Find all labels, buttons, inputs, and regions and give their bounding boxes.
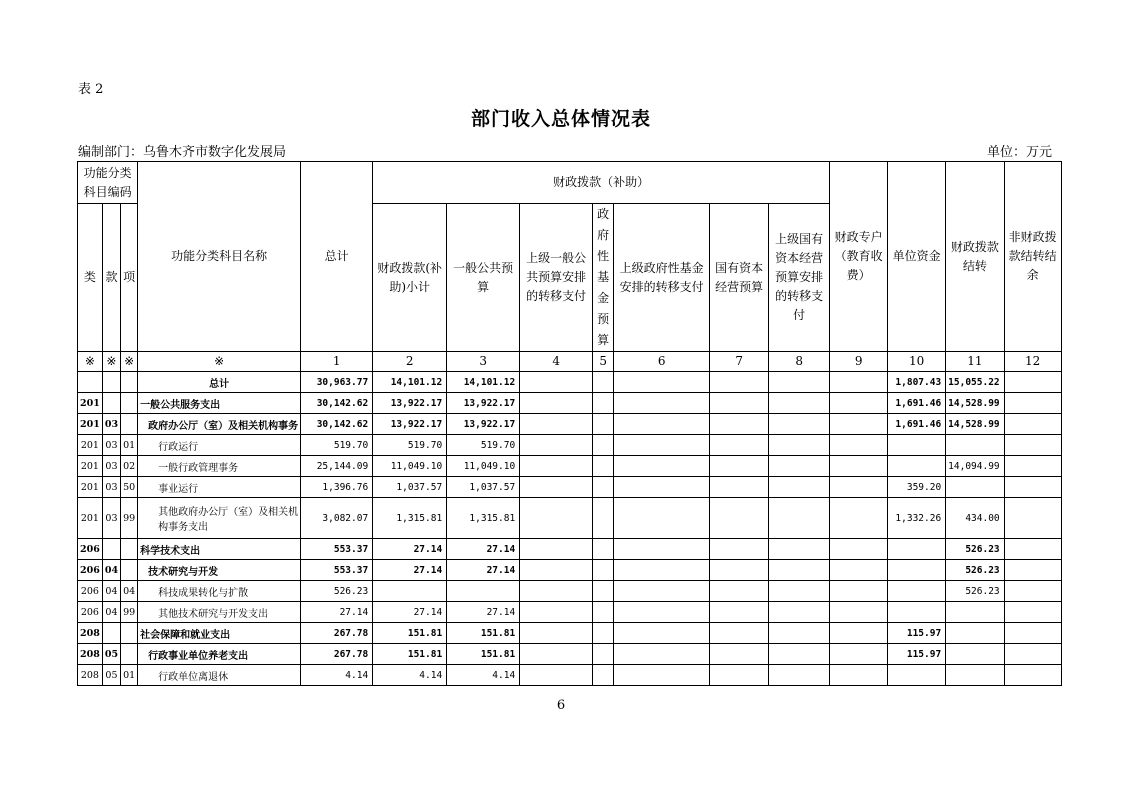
row-value-c11: [946, 665, 1004, 686]
row-value-c11: [946, 435, 1004, 456]
header-marks-row: [78, 352, 1062, 372]
row-name-cell: 总计: [138, 372, 301, 393]
row-value-c4: [520, 477, 593, 498]
row-value-c6: [614, 602, 710, 623]
table-row: [78, 435, 1062, 456]
row-code-xiang: 04: [121, 581, 138, 602]
row-value-c8: [769, 456, 830, 477]
row-value-total: 519.70: [301, 435, 373, 456]
row-value-total: 25,144.09: [301, 456, 373, 477]
row-value-c12: [1004, 477, 1061, 498]
row-value-c6: [614, 665, 710, 686]
table-row: [78, 539, 1062, 560]
row-code-xiang: 50: [121, 477, 138, 498]
mark-cell: 5: [593, 352, 614, 372]
row-value-subtotal: 13,922.17: [373, 414, 447, 435]
row-code-xiang: 99: [121, 602, 138, 623]
row-value-c8: [769, 498, 830, 539]
row-value-c10: [888, 602, 946, 623]
row-code-lei: 206: [78, 581, 103, 602]
row-code-xiang: 01: [121, 665, 138, 686]
row-value-general: 151.81: [447, 623, 520, 644]
row-value-c7: [710, 477, 769, 498]
table-row: [78, 477, 1062, 498]
table-row: [78, 623, 1062, 644]
row-value-c10: [888, 560, 946, 581]
row-value-c7: [710, 414, 769, 435]
row-code-lei: 206: [78, 560, 103, 581]
income-summary-table: [77, 161, 1062, 686]
row-value-c6: [614, 435, 710, 456]
table-row: [78, 602, 1062, 623]
row-value-c5: [593, 414, 614, 435]
row-value-c11: 526.23: [946, 560, 1004, 581]
row-name-cell: 行政单位离退休: [138, 665, 301, 686]
row-value-c12: [1004, 372, 1061, 393]
row-value-total: 4.14: [301, 665, 373, 686]
row-code-xiang: [121, 372, 138, 393]
row-value-subtotal: 151.81: [373, 644, 447, 665]
row-value-general: 13,922.17: [447, 393, 520, 414]
row-value-c9: [830, 644, 888, 665]
row-value-total: 553.37: [301, 560, 373, 581]
row-value-c10: [888, 665, 946, 686]
header-total: 总计: [301, 162, 373, 352]
page-number: 6: [556, 698, 566, 713]
row-value-c7: [710, 602, 769, 623]
row-value-total: 30,142.62: [301, 393, 373, 414]
row-value-general: 151.81: [447, 644, 520, 665]
row-value-c10: 1,807.43: [888, 372, 946, 393]
unit-label: 单位：万元: [986, 145, 1052, 160]
row-value-c6: [614, 581, 710, 602]
row-value-c8: [769, 372, 830, 393]
table-tag: 表 2: [78, 82, 104, 97]
row-value-c5: [593, 539, 614, 560]
row-value-total: 30,963.77: [301, 372, 373, 393]
row-value-c9: [830, 602, 888, 623]
row-value-c6: [614, 623, 710, 644]
header-upper-gov-fund-transfer: 上级政府性基金安排的转移支付: [614, 204, 710, 352]
table-row: [78, 456, 1062, 477]
row-value-c6: [614, 560, 710, 581]
row-value-c10: 1,332.26: [888, 498, 946, 539]
mark-cell: 4: [520, 352, 593, 372]
row-code-kuan: 04: [102, 560, 120, 581]
row-value-total: 553.37: [301, 539, 373, 560]
row-value-c8: [769, 602, 830, 623]
row-value-general: 11,049.10: [447, 456, 520, 477]
row-value-c11: 14,528.99: [946, 393, 1004, 414]
row-value-c9: [830, 560, 888, 581]
header-func-name: 功能分类科目名称: [138, 162, 301, 352]
mark-cell: 7: [710, 352, 769, 372]
row-value-c4: [520, 665, 593, 686]
row-value-subtotal: 27.14: [373, 539, 447, 560]
row-value-c7: [710, 372, 769, 393]
header-general-budget: 一般公共预算: [447, 204, 520, 352]
row-value-c9: [830, 665, 888, 686]
row-value-general: 13,922.17: [447, 414, 520, 435]
row-value-c11: 14,094.99: [946, 456, 1004, 477]
row-value-general: 1,315.81: [447, 498, 520, 539]
row-value-c10: 1,691.46: [888, 393, 946, 414]
row-code-lei: [78, 372, 103, 393]
row-value-c9: [830, 498, 888, 539]
row-value-c9: [830, 539, 888, 560]
mark-cell: ※: [102, 352, 120, 372]
row-value-subtotal: 27.14: [373, 560, 447, 581]
row-code-kuan: [102, 623, 120, 644]
row-value-c5: [593, 372, 614, 393]
row-value-c12: [1004, 602, 1061, 623]
row-value-c10: 359.20: [888, 477, 946, 498]
department-label: 编制部门：乌鲁木齐市数字化发展局: [78, 145, 287, 160]
mark-cell: 11: [946, 352, 1004, 372]
header-unit-funds: 单位资金: [888, 162, 946, 352]
page-title: 部门收入总体情况表: [470, 108, 651, 130]
mark-cell: ※: [121, 352, 138, 372]
row-name-cell: 行政事业单位养老支出: [138, 644, 301, 665]
row-code-kuan: 03: [102, 477, 120, 498]
row-value-c9: [830, 456, 888, 477]
mark-cell: 8: [769, 352, 830, 372]
row-value-c5: [593, 393, 614, 414]
row-value-c4: [520, 456, 593, 477]
row-value-c9: [830, 372, 888, 393]
row-value-general: 27.14: [447, 539, 520, 560]
row-value-c12: [1004, 644, 1061, 665]
table-row: [78, 581, 1062, 602]
row-code-lei: 206: [78, 602, 103, 623]
row-value-c6: [614, 393, 710, 414]
row-value-subtotal: 1,037.57: [373, 477, 447, 498]
row-value-c4: [520, 393, 593, 414]
row-code-xiang: [121, 539, 138, 560]
row-value-c12: [1004, 498, 1061, 539]
row-value-c6: [614, 644, 710, 665]
mark-cell: 1: [301, 352, 373, 372]
row-value-c9: [830, 581, 888, 602]
row-value-total: 267.78: [301, 623, 373, 644]
row-value-c12: [1004, 414, 1061, 435]
row-value-c8: [769, 623, 830, 644]
row-code-lei: 208: [78, 665, 103, 686]
row-value-general: 4.14: [447, 665, 520, 686]
row-code-lei: 201: [78, 435, 103, 456]
row-code-xiang: [121, 393, 138, 414]
row-value-total: 1,396.76: [301, 477, 373, 498]
row-value-c10: 115.97: [888, 623, 946, 644]
table-row: [78, 414, 1062, 435]
row-code-kuan: [102, 393, 120, 414]
mark-cell: 10: [888, 352, 946, 372]
mark-cell: 6: [614, 352, 710, 372]
row-value-c8: [769, 414, 830, 435]
row-value-c7: [710, 498, 769, 539]
row-value-c7: [710, 539, 769, 560]
row-value-c4: [520, 539, 593, 560]
row-name-cell: 其他政府办公厅（室）及相关机构事务支出: [138, 498, 301, 539]
row-value-c5: [593, 602, 614, 623]
row-value-c11: [946, 623, 1004, 644]
row-code-lei: 206: [78, 539, 103, 560]
row-value-c11: 434.00: [946, 498, 1004, 539]
row-value-c5: [593, 644, 614, 665]
row-value-general: 27.14: [447, 560, 520, 581]
row-code-kuan: 04: [102, 581, 120, 602]
mark-cell: ※: [78, 352, 103, 372]
row-code-xiang: [121, 644, 138, 665]
row-code-lei: 201: [78, 498, 103, 539]
row-value-c4: [520, 560, 593, 581]
row-value-c9: [830, 435, 888, 456]
row-name-cell: 事业运行: [138, 477, 301, 498]
row-value-c6: [614, 456, 710, 477]
header-fiscal-subtotal: 财政拨款(补助)小计: [373, 204, 447, 352]
row-value-c4: [520, 581, 593, 602]
row-value-c11: 14,528.99: [946, 414, 1004, 435]
row-value-c10: 1,691.46: [888, 414, 946, 435]
header-nonfiscal-carryover: 非财政拨款结转结余: [1004, 162, 1061, 352]
row-value-subtotal: 151.81: [373, 623, 447, 644]
row-value-c5: [593, 581, 614, 602]
row-code-lei: 201: [78, 456, 103, 477]
row-value-c11: [946, 644, 1004, 665]
row-name-cell: 社会保障和就业支出: [138, 623, 301, 644]
row-value-c6: [614, 498, 710, 539]
row-value-c8: [769, 477, 830, 498]
row-value-subtotal: 14,101.12: [373, 372, 447, 393]
row-value-c11: 526.23: [946, 581, 1004, 602]
row-code-kuan: 03: [102, 456, 120, 477]
row-value-c12: [1004, 560, 1061, 581]
row-value-c8: [769, 644, 830, 665]
table-body: [78, 372, 1062, 686]
row-value-total: 30,142.62: [301, 414, 373, 435]
table-row: [78, 644, 1062, 665]
row-value-c9: [830, 623, 888, 644]
row-value-c7: [710, 581, 769, 602]
row-value-c7: [710, 435, 769, 456]
row-value-c10: [888, 456, 946, 477]
row-name-cell: 行政运行: [138, 435, 301, 456]
row-code-xiang: [121, 560, 138, 581]
row-value-c5: [593, 435, 614, 456]
row-value-c5: [593, 665, 614, 686]
row-value-c8: [769, 435, 830, 456]
header-lei: 类: [78, 204, 103, 352]
row-name-cell: 一般公共服务支出: [138, 393, 301, 414]
row-value-c5: [593, 623, 614, 644]
table-row: [78, 665, 1062, 686]
row-code-lei: 201: [78, 414, 103, 435]
row-value-subtotal: 519.70: [373, 435, 447, 456]
row-value-c12: [1004, 581, 1061, 602]
row-value-c11: [946, 477, 1004, 498]
row-value-c5: [593, 456, 614, 477]
table-row: [78, 560, 1062, 581]
row-code-lei: 201: [78, 393, 103, 414]
row-name-cell: 科技成果转化与扩散: [138, 581, 301, 602]
row-code-kuan: [102, 539, 120, 560]
row-value-c4: [520, 498, 593, 539]
row-code-kuan: 04: [102, 602, 120, 623]
row-value-c8: [769, 581, 830, 602]
row-value-c8: [769, 560, 830, 581]
row-value-c12: [1004, 539, 1061, 560]
row-value-c12: [1004, 435, 1061, 456]
row-value-general: 27.14: [447, 602, 520, 623]
row-value-c10: [888, 581, 946, 602]
row-value-c4: [520, 414, 593, 435]
row-name-cell: 其他技术研究与开发支出: [138, 602, 301, 623]
row-code-xiang: 99: [121, 498, 138, 539]
row-value-c5: [593, 477, 614, 498]
mark-cell: 3: [447, 352, 520, 372]
row-value-c12: [1004, 456, 1061, 477]
row-code-xiang: [121, 623, 138, 644]
row-value-c4: [520, 644, 593, 665]
row-value-c10: [888, 435, 946, 456]
row-value-c4: [520, 602, 593, 623]
table-row: [78, 372, 1062, 393]
row-value-subtotal: 1,315.81: [373, 498, 447, 539]
row-code-lei: 208: [78, 623, 103, 644]
row-value-c7: [710, 644, 769, 665]
row-value-subtotal: [373, 581, 447, 602]
row-value-c9: [830, 414, 888, 435]
row-value-general: [447, 581, 520, 602]
row-name-cell: 一般行政管理事务: [138, 456, 301, 477]
header-gov-fund-budget: 政府性基金预算: [593, 204, 614, 352]
row-code-xiang: 01: [121, 435, 138, 456]
row-code-xiang: 02: [121, 456, 138, 477]
mark-cell: ※: [138, 352, 301, 372]
row-value-general: 519.70: [447, 435, 520, 456]
row-value-c12: [1004, 393, 1061, 414]
row-value-c11: 526.23: [946, 539, 1004, 560]
row-value-c6: [614, 477, 710, 498]
row-code-kuan: 03: [102, 435, 120, 456]
header-func-code-group: 功能分类科目编码: [78, 162, 138, 204]
row-value-subtotal: 13,922.17: [373, 393, 447, 414]
row-value-c9: [830, 393, 888, 414]
row-code-xiang: [121, 414, 138, 435]
header-fiscal-group: 财政拨款（补助）: [373, 162, 830, 204]
table-row: [78, 498, 1062, 539]
row-name-cell: 科学技术支出: [138, 539, 301, 560]
row-value-c12: [1004, 665, 1061, 686]
row-value-c7: [710, 623, 769, 644]
row-value-c4: [520, 435, 593, 456]
row-value-c5: [593, 560, 614, 581]
row-value-c10: [888, 539, 946, 560]
header-fiscal-special-edu: 财政专户（教育收费）: [830, 162, 888, 352]
row-value-c7: [710, 560, 769, 581]
row-value-total: 27.14: [301, 602, 373, 623]
mark-cell: 2: [373, 352, 447, 372]
row-value-c5: [593, 498, 614, 539]
row-value-c8: [769, 665, 830, 686]
row-name-cell: 政府办公厅（室）及相关机构事务: [138, 414, 301, 435]
row-value-c4: [520, 623, 593, 644]
row-value-c7: [710, 456, 769, 477]
mark-cell: 12: [1004, 352, 1061, 372]
header-state-capital-budget: 国有资本经营预算: [710, 204, 769, 352]
row-name-cell: 技术研究与开发: [138, 560, 301, 581]
row-code-kuan: [102, 372, 120, 393]
row-value-total: 526.23: [301, 581, 373, 602]
row-value-general: 14,101.12: [447, 372, 520, 393]
row-value-general: 1,037.57: [447, 477, 520, 498]
row-value-c7: [710, 393, 769, 414]
row-value-c7: [710, 665, 769, 686]
row-code-kuan: 03: [102, 414, 120, 435]
row-value-subtotal: 27.14: [373, 602, 447, 623]
row-code-kuan: 05: [102, 665, 120, 686]
row-value-total: 3,082.07: [301, 498, 373, 539]
row-value-c10: 115.97: [888, 644, 946, 665]
header-fiscal-carryover: 财政拨款结转: [946, 162, 1004, 352]
row-value-c8: [769, 393, 830, 414]
table-row: [78, 393, 1062, 414]
mark-cell: 9: [830, 352, 888, 372]
header-upper-state-capital-transfer: 上级国有资本经营预算安排的转移支付: [769, 204, 830, 352]
row-value-c6: [614, 372, 710, 393]
row-value-c4: [520, 372, 593, 393]
row-value-subtotal: 11,049.10: [373, 456, 447, 477]
row-value-subtotal: 4.14: [373, 665, 447, 686]
row-value-total: 267.78: [301, 644, 373, 665]
row-code-kuan: 03: [102, 498, 120, 539]
row-value-c8: [769, 539, 830, 560]
row-value-c9: [830, 477, 888, 498]
row-value-c6: [614, 539, 710, 560]
row-code-kuan: 05: [102, 644, 120, 665]
header-upper-general-transfer: 上级一般公共预算安排的转移支付: [520, 204, 593, 352]
row-code-lei: 208: [78, 644, 103, 665]
row-value-c11: 15,055.22: [946, 372, 1004, 393]
row-value-c6: [614, 414, 710, 435]
header-xiang: 项: [121, 204, 138, 352]
row-value-c12: [1004, 623, 1061, 644]
row-value-c11: [946, 602, 1004, 623]
row-code-lei: 201: [78, 477, 103, 498]
header-kuan: 款: [102, 204, 120, 352]
